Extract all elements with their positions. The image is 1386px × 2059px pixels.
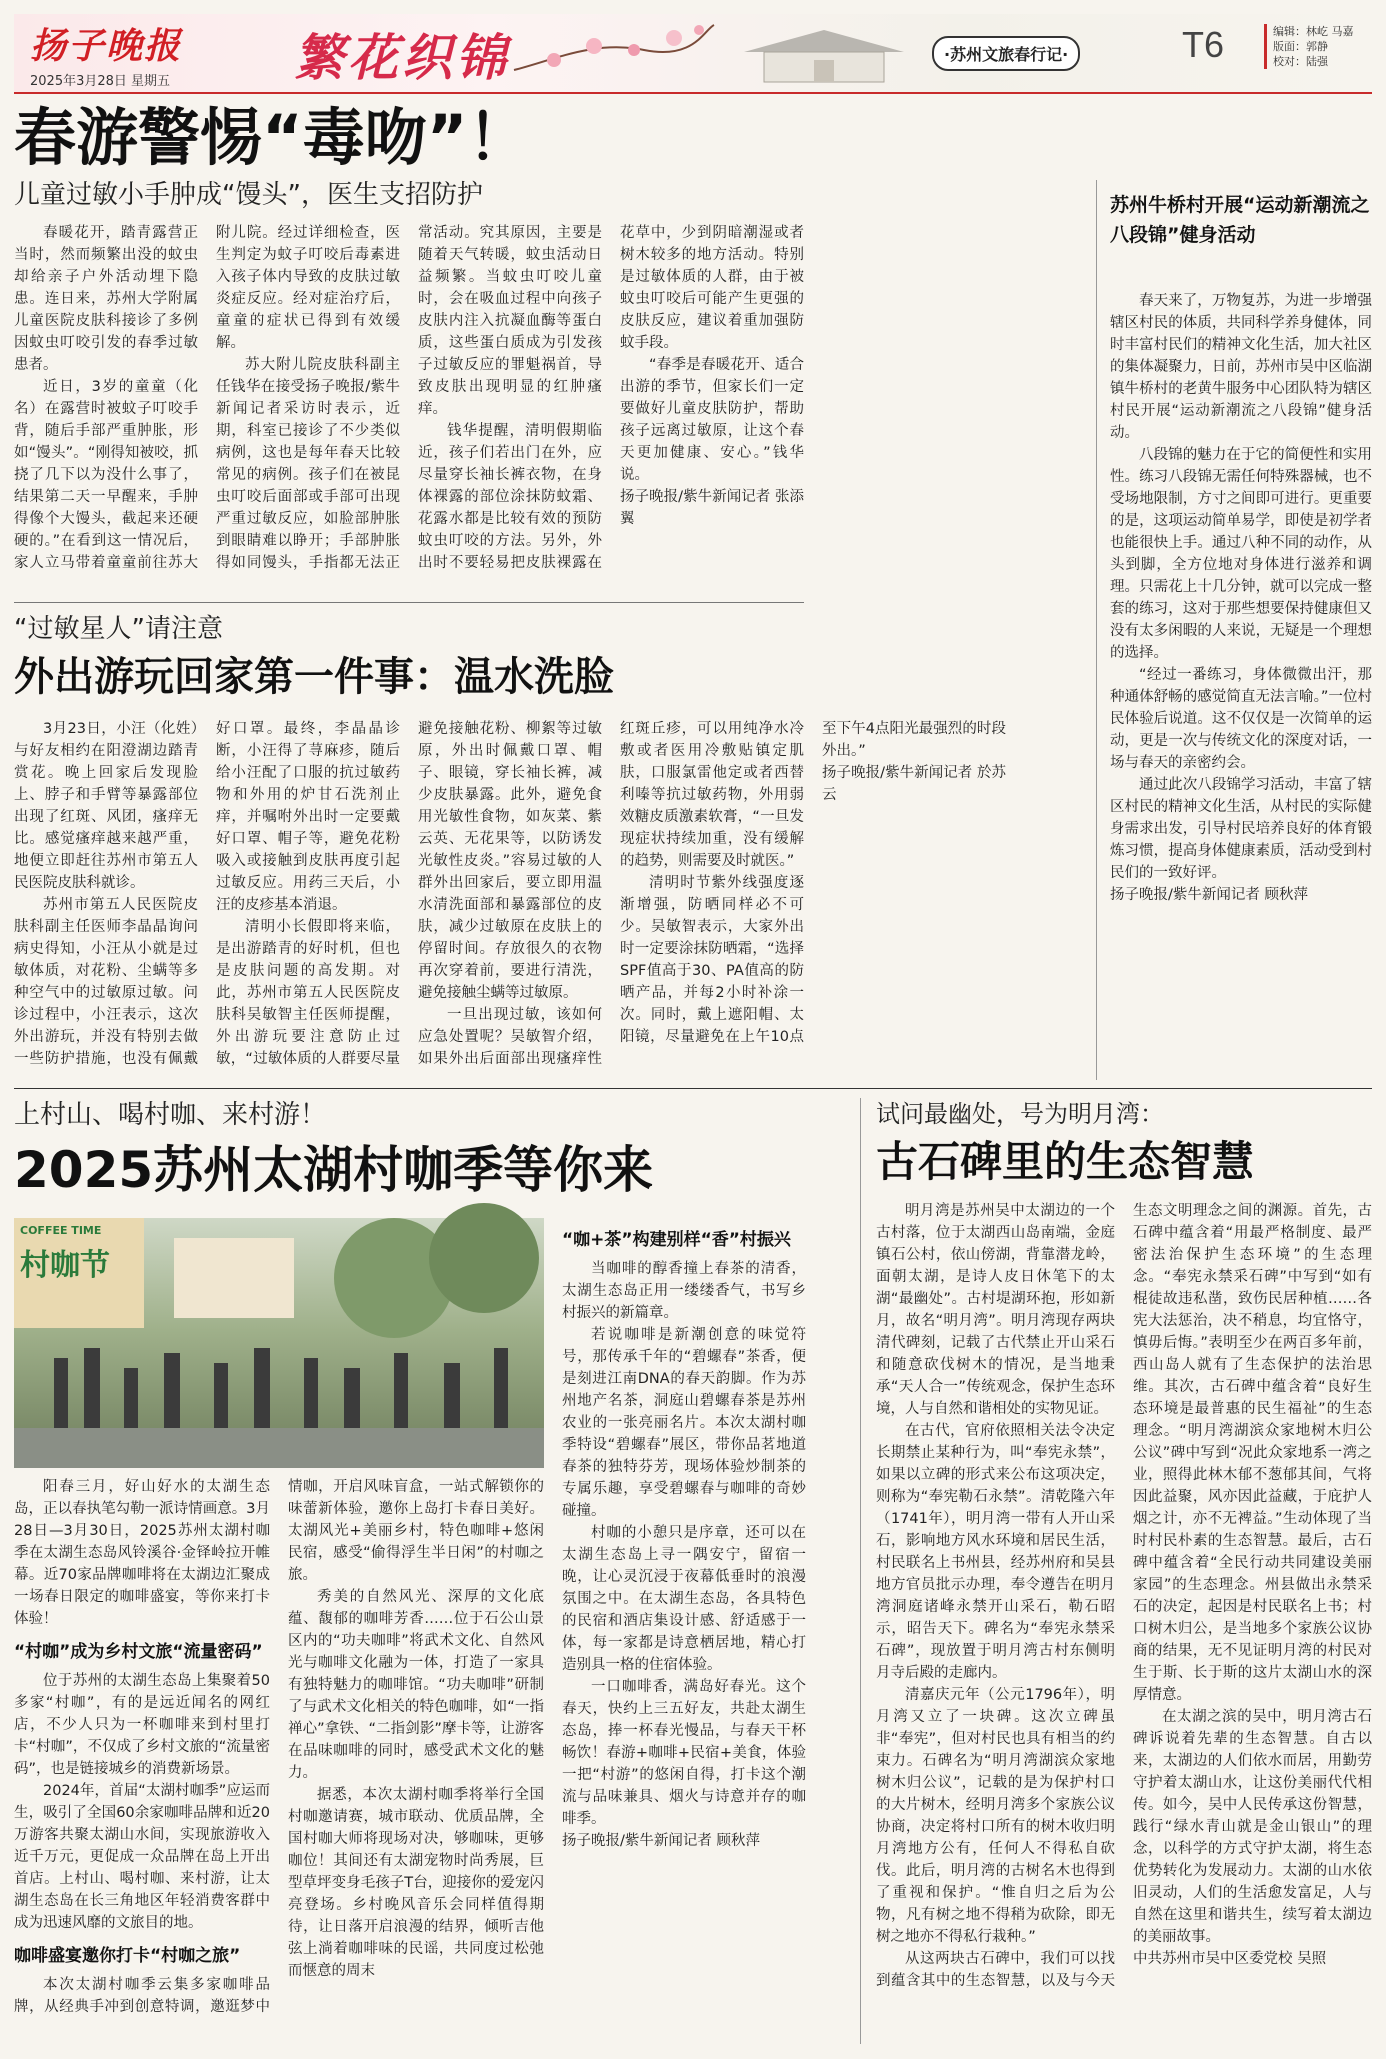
paragraph: 村咖的小憩只是序章，还可以在太湖生态岛上寻一隅安宁，留宿一晚，让心灵沉浸于夜幕低垂时的浪漫氛围之中。在太湖生态岛，各具特色的民宿和酒店集设计感、舒适感于一体，每一家都是诗意栖居地，精心打造别具一格的住宿体验。 [562,1525,806,1673]
paragraph: 秀美的自然风光、深厚的文化底蕴、馥郁的咖啡芳香……位于石公山景区内的“功夫咖啡”将武术文化、自然风光与咖啡文化融为一体，打造了一家具有独特魅力的咖啡馆。“功夫咖啡”研制了与武术文化相关的特色咖啡，如“一指禅心”拿铁、“二指剑影”摩卡等，让游客在品味咖啡的同时，感受武术文化的魅力。 [288,1589,544,1781]
byline: 扬子晚报/紫牛新闻记者 张添翼 [620,489,804,527]
paragraph: 一旦出现过敏，该如何应急处置呢？吴敏智介绍，如果外出后面部出现瘙痒性红斑丘疹，可以用纯净水冷敷或者医用冷敷贴镇定肌肤，口服氯雷他定或者西替利嗪等抗过敏药物，外用弱效糖皮质激素软膏，“一旦发现症状持续加重，没有缓解的趋势，则需要及时就医。” [418,721,804,1067]
article4-headline: 古石碑里的生态智慧 [876,1137,1255,1186]
paragraph: 本次太湖村咖季云集多家咖啡品牌，从经典手冲到创意特调，邀逛梦中情咖，开启风味盲盒，一站式解锁你的味蕾新体验，邀你上岛打卡春日美好。太湖风光+美丽乡村，特色咖啡+悠闲民宿，感受“偷得浮生半日闲”的村咖之旅。 [14,1479,544,2015]
article3-body-right [562,1218,806,2044]
paragraph: 近日，3岁的童童（化名）在露营时被蚊子叮咬手背，随后手部严重肿胀，形如“馒头”。“刚得知被咬，抓挠了几下以为没什么事了，结果第二天一早醒来，手肿得像个大馒头，截起来还硬硬的。”在看到这一情况后，家人立马带着童童前往苏大附儿院。经过详细检查，医生判定为蚊子叮咬后毒素进入孩子体内导致的皮肤过敏炎症反应。经对症治疗后，童童的症状已得到有效缓解。 [14,225,400,571]
masthead [14,14,1372,94]
photo-sign-subtitle: COFFEE TIME [20,1224,102,1237]
plum-blossom-icon [514,20,714,84]
byline: 扬子晚报/紫牛新闻记者 顾秋萍 [1110,887,1308,903]
editor-line: 校对：陆强 [1273,55,1328,68]
article4-body [876,1200,1372,2044]
sidebar-body [1110,290,1372,1080]
paragraph: 3月23日，小汪（化姓）与好友相约在阳澄湖边踏青赏花。晚上回家后发现脸上、脖子和手臂等暴露部位出现了红斑、风团，瘙痒无比。感觉瘙痒越来越严重，地便立即赶往苏州市第五人民医院皮肤科就诊。 [14,721,198,891]
byline: 扬子晚报/紫牛新闻记者 顾秋萍 [562,1833,760,1849]
article3-kicker: 上村山、喝村咖、来村游！ [14,1100,327,1130]
paragraph: 苏大附儿院皮肤科副主任钱华在接受扬子晚报/紫牛新闻记者采访时表示，近期，科室已接诊了不少类似病例，这也是每年春天比较常见的病例。孩子们在被昆虫叮咬后面部或手部可出现严重过敏反应，如脸部肿胀到眼睛难以睁开；手部肿胀得如同馒头，手指都无法正常活动。究其原因，主要是随着天气转暖，蚊虫活动日益频繁。当蚊虫叮咬儿童时，会在吸血过程中向孩子皮肤内注入抗凝血酶等蛋白质，这些蛋白质成为引发孩子过敏反应的罪魁祸首，导致皮肤出现明显的红肿瘙痒。 [216,225,602,571]
paragraph: “经过一番练习，身体微微出汗，那种通体舒畅的感觉简直无法言喻。”一位村民体验后说道。这不仅仅是一次简单的运动，更是一次与传统文化的深度对话，一场与春天的亲密约会。 [1110,667,1372,771]
paragraph: 若说咖啡是新潮创意的味觉符号，那传承千年的“碧螺春”茶香，便是刻进江南DNA的春天韵脚。作为苏州地产名茶，洞庭山碧螺春茶是苏州农业的一张亮丽名片。本次太湖村咖季特设“碧螺春”展区，带你品茗地道春茶的独特芬芳，现场体验炒制茶的专属乐趣，享受碧螺春与咖啡的奇妙碰撞。 [562,1327,806,1519]
paper-name-logo: 扬子晚报 [30,25,183,67]
article1-body [14,222,804,592]
article1-subhead: 儿童过敏小手肿成“馒头”，医生支招防护 [14,180,483,210]
divider [14,1088,1372,1089]
editor-line: 版面：郭静 [1273,40,1328,53]
paragraph: 从这两块古石碑中，我们可以找到蕴含其中的生态智慧，以及与今天生态文明理念之间的渊源。首先，古石碑中蕴含着“用最严格制度、最严密法治保护生态环境”的生态理念。“奉宪永禁采石碑”中写到“如有棍徒故违私凿，致伤民居种植……各宪大法惩治，决不稍息，均宜恪守，慎毋后悔。”表明至少在两百多年前，西山岛人就有了生态保护的法治思维。其次，古石碑中蕴含着“良好生态环境是最普惠的民生福祉”的生态理念。“明月湾湖滨众家地树木归公公议”碑中写到“况此众家地系一湾之业，照得此林木郁不葱郁其间，气将因此益聚，风亦因此益藏，于庇护人烟之计，亦不无裨益。”生动体现了当时村民朴素的生态智慧。最后，古石碑中蕴含着“全民行动共同建设美丽家园”的生态理念。州县做出永禁采石的决定，起因是村民联名上书；村口树木归公，是当地多个家族公议协商的结果，无不见证明月湾的村民对生于斯、长于斯的这片太湖山水的深厚情意。 [876,1203,1372,1989]
paragraph: 明月湾是苏州吴中太湖边的一个古村落，位于太湖西山岛南端，金庭镇石公村，依山傍湖，背靠潜龙岭，面朝太湖，是诗人皮日休笔下的太湖“最幽处”。古村堤湖环抱，形如新月，故名“明月湾”。明月湾现存两块清代碑刻，记载了古代禁止开山采石和随意砍伐树木的情况，是当地秉承“天人合一”传统观念，保护生态环境，人与自然和谐相处的实物见证。 [876,1203,1115,1417]
paragraph: 清明小长假即将来临，是出游踏青的好时机，但也是皮肤问题的高发期。对此，苏州市第五人民医院皮肤科吴敏智主任医师提醒，外出游玩要注意防止过敏，“过敏体质的人群要尽量避免接触花粉、柳絮等过敏原，外出时佩戴口罩、帽子、眼镜，穿长袖长裤，减少皮肤暴露。此外，避免食用光敏性食物，如灰菜、紫云英、无花果等，以防诱发光敏性皮炎。”容易过敏的人群外出回家后，要立即用温水清洗面部和暴露部位的皮肤，减少过敏原在皮肤上的停留时间。存放很久的衣物再次穿着前，要进行清洗，避免接触尘螨等过敏原。 [216,721,602,1067]
article2-body [14,718,1006,1078]
paragraph: 通过此次八段锦学习活动，丰富了辖区村民的精神文化生活，从村民的实际健身需求出发，引导村民培养良好的体育锻炼习惯，提高身体健康素质，活动受到村民们的一致好评。 [1110,777,1372,881]
subheading: 咖啡盛宴邀你打卡“村咖之旅” [14,1946,241,1966]
article1-headline: 春游警惕“毒吻”！ [14,101,530,174]
paragraph: 位于苏州的太湖生态岛上集聚着50多家“村咖”，有的是远近闻名的网红店，不少人只为一杯咖啡来到村里打卡“村咖”，不仅成了乡村文旅的“流量密码”，也是链接城乡的消费新场景。 [14,1673,270,1777]
subheading: “村咖”成为乡村文旅“流量密码” [14,1642,263,1662]
article3-body-left [14,1476,544,2044]
paragraph: 在古代，官府依照相关法令决定长期禁止某种行为，叫“奉宪永禁”，如果以立碑的形式来公布这项决定，则称为“奉宪勒石永禁”。清乾隆六年（1741年），明月湾一带有人开山采石，影响地方风水环境和居民生活，村民联名上书州县，经苏州府和吴县地方官员批示办理，奉令遵告在明月湾洞庭诸峰永禁开山采石，勒石昭示，昭告天下。碑名为“奉宪永禁采石碑”，现放置于明月湾古村东侧明月寺后殿的走廊内。 [876,1423,1115,1681]
byline: 中共苏州市吴中区委党校 吴照 [1133,1951,1327,1967]
paragraph: 清嘉庆元年（公元1796年），明月湾又立了一块碑。这次立碑虽非“奉宪”，但对村民也具有相当的约束力。石碑名为“明月湾湖滨众家地树木归公议”，记载的是为保护村口的大片树木，经明月湾多个家族公议协商，决定将村口所有的树木收归明月湾地方公有，任何人不得私自砍伐。此后，明月湾的古树名木也得到了重视和保护。“惟自归之后为公物，凡有树之地不得稍为砍除，即无树之地亦不得私行栽种。” [876,1687,1115,1945]
paragraph: 在太湖之滨的吴中，明月湾古石碑诉说着先辈的生态智慧。自古以来，太湖边的人们依水而居，用勤劳守护着太湖山水，让这份美丽代代相传。如今，吴中人民传承这份智慧，践行“绿水青山就是金山银山”的理念，以科学的方式守护太湖，将生态优势转化为发展动力。太湖的山水依旧灵动，人们的生活愈发富足，人与自然在这里和谐共生，续写着太湖边的美丽故事。 [1133,1709,1372,1945]
article3-headline: 2025苏州太湖村咖季等你来 [14,1141,654,1199]
article4-divider [860,1098,861,2044]
paragraph: 一口咖啡香，满岛好春光。这个春天，快约上三五好友，共赴太湖生态岛，捧一杯春光慢品，与春天干杯畅饮！春游+咖啡+民宿+美食，体验一把“村游”的悠闲自得，打卡这个潮流与品味兼具、烟火与诗意并存的咖啡季。 [562,1679,806,1827]
paragraph: 春天来了，万物复苏，为进一步增强辖区村民的体质，共同科学养身健体，同时丰富村民们的精神文化生活，加大社区的集体凝聚力，日前，苏州市吴中区临湖镇牛桥村的老黄牛服务中心团队特为辖区村民开展“运动新潮流之八段锦”健身活动。 [1110,293,1372,441]
page-number: T6 [1182,24,1225,65]
paragraph: 八段锦的魅力在于它的简便性和实用性。练习八段锦无需任何特殊器械，也不受场地限制，方寸之间即可进行。更重要的是，这项运动简单易学，即使是初学者也能很快上手。通过八种不同的动作，从头到脚，全方位地对身体进行滋养和调理。只需花上十几分钟，就可以完成一整套的练习，这对于那些想要保持健康但又没有太多闲暇的人来说，无疑是一个理想的选择。 [1110,447,1372,661]
coffee-festival-photo [14,1218,544,1468]
paragraph: 苏州市第五人民医院皮肤科副主任医师李晶晶询问病史得知，小汪从小就是过敏体质，对花粉、尘螨等多种空气中的过敏原过敏。问诊过程中，小汪表示，这次外出游玩，并没有特别去做一些防护措施，也没有佩戴好口罩。最终，李晶晶诊断，小汪得了荨麻疹，随后给小汪配了口服的抗过敏药物和外用的炉甘石洗剂止痒，并嘱咐外出时一定要戴好口罩、帽子等，避免花粉吸入或接触到皮肤再度引起过敏反应。用药三天后，小汪的皮疹基本消退。 [14,721,400,1067]
paragraph: 当咖啡的醇香撞上春茶的清香，太湖生态岛正用一缕缕香气，书写乡村振兴的新篇章。 [562,1261,806,1321]
paragraph: 2024年，首届“太湖村咖季”应运而生，吸引了全国60余家咖啡品牌和近20万游客共聚太湖山水间，实现旅游收入近千万元，更促成一众品牌在岛上开出首店。上村山、喝村咖、来村游，让太湖生态岛在长三角地区年轻消费客群中成为迅速风靡的文旅目的地。 [14,1783,270,1931]
paragraph: 据悉，本次太湖村咖季将举行全国村咖邀请赛，城市联动、优质品牌，全国村咖大师将现场对决，够咖味，更够咖位！其间还有太湖宠物时尚秀展，巨型草坪变身毛孩子T台，迎接你的爱宠闪亮登场。乡村晚风音乐会同样值得期待，让日落开启浪漫的结界，倾听吉他弦上淌着咖啡味的民谣，共同度过松弛而惬意的周末 [288,1787,544,1979]
editors-box [1264,24,1354,69]
column-tag: ·苏州文旅春行记· [932,36,1080,71]
issue-date: 2025年3月28日 星期五 [30,74,171,89]
editor-line: 编辑：林屹 马嘉 [1273,25,1354,38]
photo-sign: 村咖节 [20,1248,110,1283]
byline: 扬子晚报/紫牛新闻记者 於苏云 [822,765,1006,803]
article4-kicker: 试问最幽处，号为明月湾： [876,1100,1164,1128]
divider [14,602,804,603]
subheading: “咖+茶”构建别样“香”村振兴 [562,1230,791,1250]
sidebar-headline: 苏州牛桥村开展“运动新潮流之八段锦”健身活动 [1110,194,1370,246]
section-banner: 繁花织锦 [294,28,510,87]
paragraph: “春季是春暖花开、适合出游的季节，但家长们一定要做好儿童皮肤防护，帮助孩子远离过敏原，让这个春天更加健康、安心。”钱华说。 [620,357,804,483]
paragraph: 钱华提醒，清明假期临近，孩子们若出门在外，应尽量穿长袖长裤衣物，在身体裸露的部位涂抹防蚊霜、花露水都是比较有效的预防蚊虫叮咬的方法。另外，外出时不要轻易把皮肤裸露在花草中，少到阴暗潮湿或者树木较多的地方活动。特别是过敏体质的人群，由于被蚊虫叮咬后可能产生更强的皮肤反应，建议着重加强防蚊手段。 [418,225,804,571]
paragraph: 阳春三月，好山好水的太湖生态岛，正以春执笔勾勒一派诗情画意。3月28日—3月30日，2025苏州太湖村咖季在太湖生态岛风铃溪谷·金铎岭拉开帷幕。近70家品牌咖啡将在太湖边汇聚成一场春日限定的咖啡盛宴，等你来打卡体验！ [14,1479,270,1627]
temple-roof-icon [734,22,914,86]
sidebar-divider [1096,180,1097,1080]
paragraph: 春暖花开，踏青露营正当时，然而频繁出没的蚊虫却给亲子户外活动埋下隐患。连日来，苏州大学附属儿童医院皮肤科接诊了多例因蚊虫叮咬引发的春季过敏患者。 [14,225,198,373]
paragraph: 清明时节紫外线强度逐渐增强，防晒同样必不可少。吴敏智表示，大家外出时一定要涂抹防晒霜，“选择SPF值高于30、PA值高的防晒产品，并每2小时补涂一次。同时，戴上遮阳帽、太阳镜，尽量避免在上午10点至下午4点阳光最强烈的时段外出。” [620,721,1006,1045]
article2-headline: 外出游玩回家第一件事：温水洗脸 [14,654,614,700]
article2-kicker: “过敏星人”请注意 [14,614,223,644]
